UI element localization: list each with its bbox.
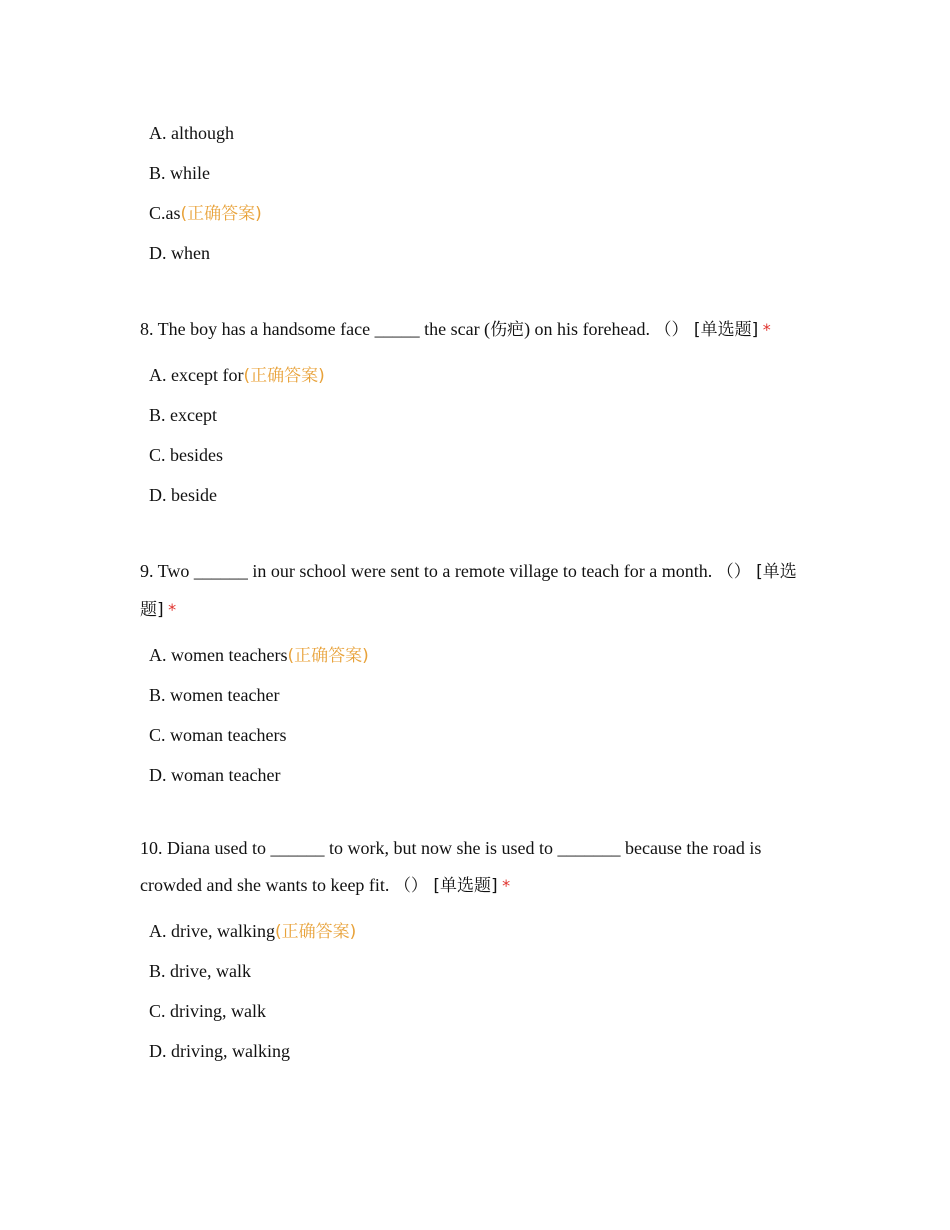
q7-option-d: [149, 241, 210, 265]
option-text: B. while: [149, 163, 210, 183]
option-text: C. woman teachers: [149, 725, 287, 745]
correct-answer-marker: (正确答案): [287, 646, 369, 666]
option-text: C. besides: [149, 445, 223, 465]
question-type-tag: （） [单选题]: [654, 320, 759, 340]
option-text: C. driving, walk: [149, 1001, 266, 1021]
question-text: 10. Diana used to ______ to work, but now she is used to _______ because the road is crowded and she wants to keep fit.: [140, 838, 762, 895]
question-type-tag: （） [单选题]: [393, 876, 498, 896]
correct-answer-marker: (正确答案): [274, 922, 357, 942]
q9-option-b: [149, 683, 279, 707]
option-text: D. driving, walking: [149, 1041, 290, 1061]
required-asterisk: *: [502, 876, 511, 895]
q10-question-text: [140, 830, 810, 905]
option-text: A. except for: [149, 365, 244, 385]
q8-question-text: [140, 311, 810, 349]
option-text: B. women teacher: [149, 685, 280, 705]
option-text: D. woman teacher: [149, 765, 281, 785]
option-text: B. except: [149, 405, 217, 425]
q9-option-c: [149, 723, 286, 747]
q10-option-d: [149, 1039, 290, 1063]
q8-option-a: [149, 363, 325, 388]
q8-option-b: [149, 403, 217, 427]
option-text: A. although: [149, 123, 234, 143]
q9-option-a: [149, 643, 369, 668]
option-text: D. when: [149, 243, 210, 263]
q9-question-text: [140, 553, 810, 629]
q10-option-a: [149, 919, 356, 944]
question-text-cn: 伤疤: [490, 320, 525, 340]
option-text: A. drive, walking: [149, 921, 275, 941]
correct-answer-marker: (正确答案): [243, 366, 325, 386]
correct-answer-marker: (正确答案): [180, 204, 262, 224]
required-asterisk: *: [168, 600, 177, 619]
option-text: A. women teachers: [149, 645, 288, 665]
required-asterisk: *: [762, 320, 771, 339]
q8-option-c: [149, 443, 223, 467]
q7-option-b: [149, 161, 210, 185]
q10-option-b: [149, 959, 251, 983]
q8-option-d: [149, 483, 217, 507]
option-text: D. beside: [149, 485, 217, 505]
option-text: C.as: [149, 203, 181, 223]
q7-option-a: [149, 121, 234, 145]
q7-option-c: [149, 201, 262, 226]
question-type-tag: （） [单选题]: [140, 562, 797, 620]
option-text: B. drive, walk: [149, 961, 251, 981]
question-text: 8. The boy has a handsome face _____ the scar (: [140, 319, 491, 339]
question-text-end: ) on his forehead.: [524, 319, 655, 339]
q10-option-c: [149, 999, 266, 1023]
question-text: 9. Two ______ in our school were sent to a remote village to teach for a month.: [140, 561, 717, 581]
q9-option-d: [149, 763, 280, 787]
